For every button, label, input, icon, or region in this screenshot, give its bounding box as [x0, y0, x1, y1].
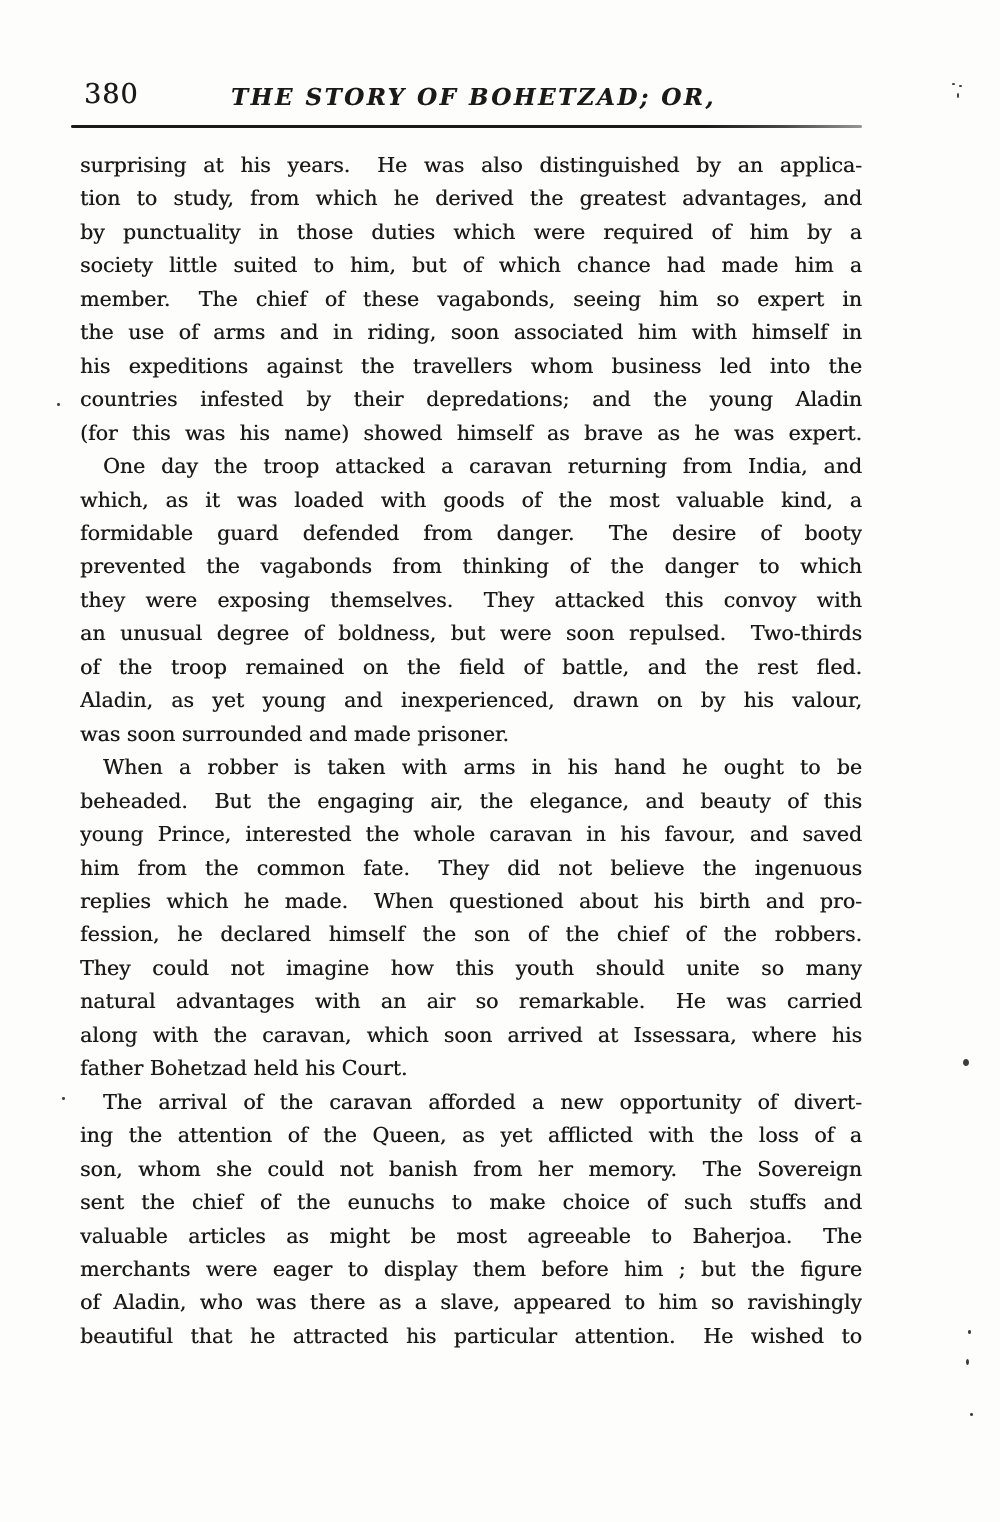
text-line: ing the attention of the Queen, as yet afflicted with the loss of a	[80, 1123, 862, 1148]
text-line: Aladin, as yet young and inexperienced, drawn on by his valour,	[80, 688, 862, 713]
scan-speck	[952, 83, 955, 85]
text-line: son, whom she could not banish from her memory. The Sovereign	[80, 1156, 862, 1181]
text-line: valuable articles as might be most agreeable to Baherjoa. The	[80, 1223, 862, 1248]
text-line: young Prince, interested the whole caravan in his favour, and saved	[80, 822, 862, 847]
header-rule	[71, 125, 862, 128]
text-line: natural advantages with an air so remarkable. He was carried	[80, 989, 862, 1014]
page-number: 380	[84, 79, 139, 110]
text-line: member. The chief of these vagabonds, seeing him so expert in	[80, 286, 862, 311]
paragraph	[80, 149, 862, 450]
text-line: beheaded. But the engaging air, the elegance, and beauty of this	[80, 788, 862, 813]
text-line: sent the chief of the eunuchs to make choice of such stuffs and	[80, 1190, 862, 1215]
text-line: countries infested by their depredations; and the young Aladin	[80, 387, 862, 412]
paragraph	[80, 751, 862, 1086]
scan-speck	[957, 93, 959, 98]
scan-speck	[963, 1059, 969, 1066]
text-line: tion to study, from which he derived the greatest advantages, and	[80, 186, 862, 211]
text-line: One day the troop attacked a caravan returning from India, and	[103, 454, 862, 479]
scan-speck	[968, 1330, 971, 1334]
text-line: beautiful that he attracted his particular attention. He wished to	[80, 1323, 862, 1348]
text-line: was soon surrounded and made prisoner.	[80, 721, 509, 746]
text-line: an unusual degree of boldness, but were soon repulsed. Two-thirds	[80, 621, 862, 646]
text-line: merchants were eager to display them before him ; but the figure	[80, 1256, 862, 1281]
scan-speck	[57, 403, 60, 406]
scan-speck	[959, 85, 962, 87]
paragraph	[80, 450, 862, 751]
text-line: by punctuality in those duties which were required of him by a	[80, 219, 862, 244]
text-line: along with the caravan, which soon arrived at Issessara, where his	[80, 1022, 862, 1047]
text-line: surprising at his years. He was also distinguished by an applica-	[80, 153, 862, 177]
text-line: The arrival of the caravan afforded a new opportunity of divert-	[103, 1089, 862, 1114]
text-line: society little suited to him, but of which chance had made him a	[80, 253, 862, 278]
text-line: replies which he made. When questioned about his birth and pro-	[80, 888, 862, 913]
text-line: prevented the vagabonds from thinking of the danger to which	[80, 554, 862, 579]
text-line: which, as it was loaded with goods of the most valuable kind, a	[80, 487, 862, 512]
scan-speck	[62, 1097, 65, 1100]
running-title: THE STORY OF BOHETZAD; OR,	[231, 84, 716, 111]
text-line: of Aladin, who was there as a slave, appeared to him so ravishingly	[80, 1290, 862, 1315]
scan-speck	[970, 1413, 973, 1416]
text-line: formidable guard defended from danger. The desire of booty	[80, 520, 862, 545]
paragraph	[80, 1086, 862, 1354]
text-line: fession, he declared himself the son of the chief of the robbers.	[80, 922, 862, 947]
text-line: When a robber is taken with arms in his hand he ought to be	[103, 755, 862, 780]
text-line: they were exposing themselves. They attacked this convoy with	[80, 587, 862, 612]
text-line: his expeditions against the travellers whom business led into the	[80, 353, 862, 378]
page-body	[80, 149, 862, 1353]
scan-speck	[966, 1359, 969, 1365]
text-line: of the troop remained on the field of battle, and the rest fled.	[80, 654, 862, 679]
text-line: the use of arms and in riding, soon associated him with himself in	[80, 320, 862, 345]
text-line: (for this was his name) showed himself as brave as he was expert.	[80, 420, 862, 445]
text-line: him from the common fate. They did not believe the ingenuous	[80, 855, 862, 880]
text-line: They could not imagine how this youth should unite so many	[80, 955, 862, 980]
text-line: father Bohetzad held his Court.	[80, 1056, 408, 1081]
